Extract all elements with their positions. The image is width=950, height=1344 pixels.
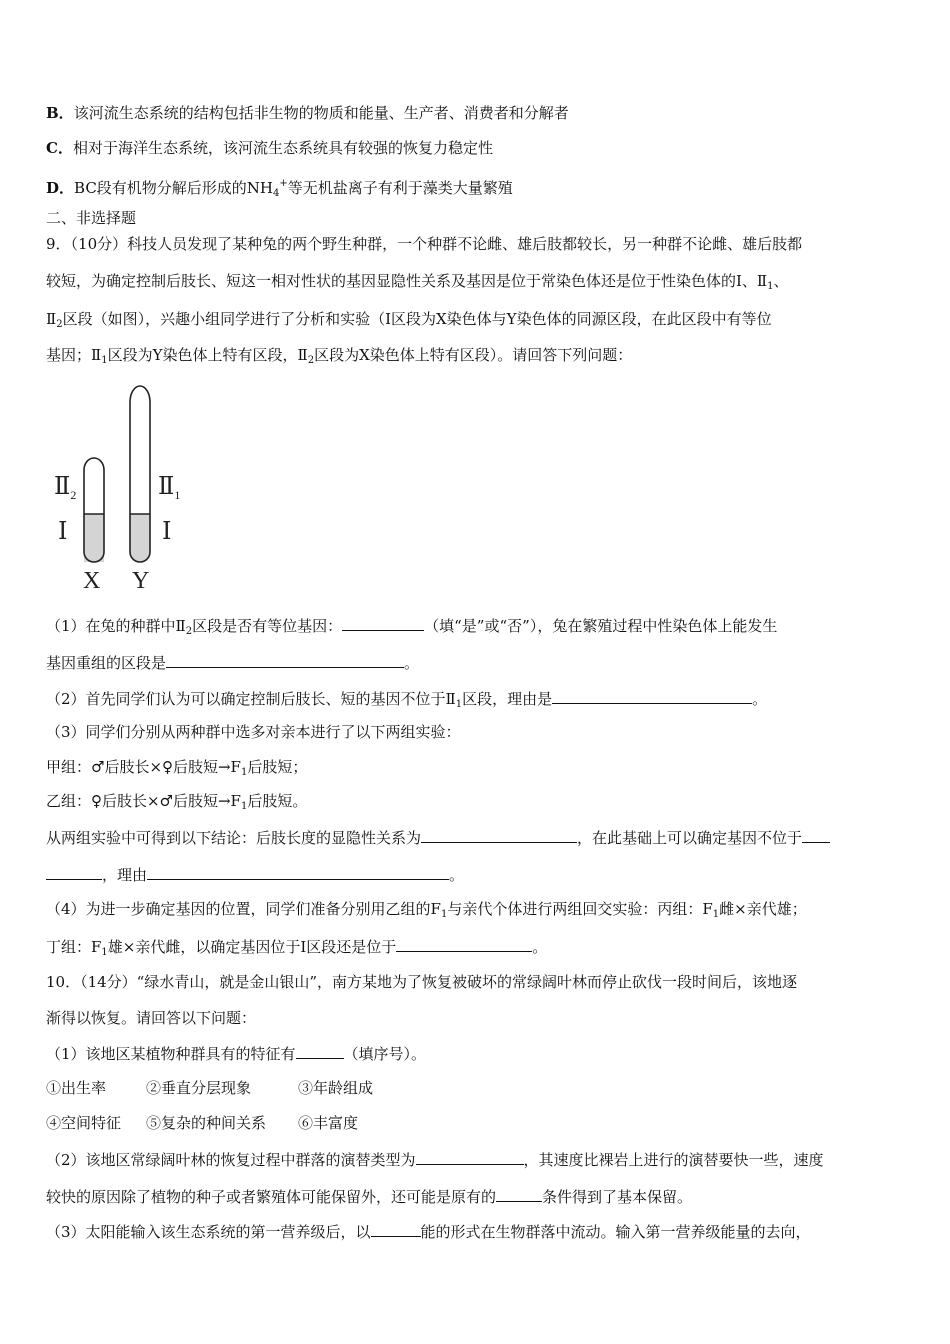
q9-line-4b: 区段为Y染色体上特有区段，Ⅱ: [107, 346, 308, 364]
q10-part-3: [46, 1221, 811, 1242]
q9-p1d: 基因重组的区段是: [46, 654, 167, 672]
q9-conc-d: 。: [449, 866, 465, 884]
option-d-text-2: 等无机盐离子有利于藻类大量繁殖: [287, 179, 513, 197]
label-y: Y: [132, 568, 150, 594]
q9-line-4c: 区段为X染色体上特有区段）。请回答下列问题：: [314, 346, 633, 364]
q9-p1-sub: 2: [185, 626, 193, 637]
group-yi-text: 乙组：♀后肢长×♂后肢短→F: [46, 792, 241, 810]
group-jia-end: 后肢短；: [247, 758, 308, 776]
option-b-label: B．: [46, 104, 74, 122]
answer-blank-recombination[interactable]: [166, 652, 404, 668]
q9-p1b: 区段是否有等位基因：: [192, 617, 343, 635]
q9-line-4: [46, 345, 632, 371]
option-b: [46, 103, 569, 123]
q9-conclusion: [46, 827, 830, 848]
q10-p2d: 条件得到了基本保留。: [542, 1188, 693, 1206]
q9-p2c: 。: [752, 690, 768, 708]
q9-line-4a: 基因；Ⅱ: [46, 346, 102, 364]
q10-opt-1: ①出生率: [46, 1079, 107, 1097]
q9-p4d: 丁组：F: [46, 938, 102, 956]
q10-p2a: （2）该地区常绿阔叶林的恢复过程中群落的演替类型为: [46, 1151, 416, 1169]
answer-blank-dominance[interactable]: [421, 827, 577, 843]
answer-blank-allele[interactable]: [342, 615, 424, 631]
option-d-label: D．: [46, 179, 75, 197]
q9-p1c: （填“是”或“否”），兔在繁殖过程中性染色体上能发生: [424, 617, 778, 635]
answer-blank-location-b[interactable]: [46, 864, 102, 880]
q9-part-1-cont: [46, 652, 419, 673]
label-x: X: [83, 568, 101, 594]
answer-blank-segment[interactable]: [396, 936, 532, 952]
group-yi: [46, 791, 307, 817]
group-jia-sub: 1: [240, 767, 248, 778]
option-c-label: C．: [46, 139, 73, 157]
q9-line-3b: 区段（如图），兴趣小组同学进行了分析和实验（Ⅰ区段为X染色体与Y染色体的同源区段，在此区段中有等位: [62, 310, 772, 328]
q9-p2-sub: 1: [455, 699, 463, 710]
q9-conc-c: ，理由: [102, 866, 148, 884]
answer-blank-conclusion-reason[interactable]: [147, 864, 449, 880]
q9-p4f: 。: [532, 938, 548, 956]
label-ii1-text: Ⅱ: [158, 474, 175, 500]
option-c: [46, 138, 493, 158]
option-d-superscript: +: [279, 178, 288, 189]
group-yi-end: 后肢短。: [247, 792, 308, 810]
q10-p2c: 较快的原因除了植物的种子或者繁殖体可能保留外，还可能是原有的: [46, 1188, 497, 1206]
q9-p2b: 区段，理由是: [462, 690, 553, 708]
q10-p3b: 能的形式在生物群落中流动。输入第一营养级能量的去向，: [420, 1223, 811, 1241]
q10-p1a: （1）该地区某植物种群具有的特征有: [46, 1045, 296, 1063]
label-ii2: [54, 472, 76, 503]
q9-p2a: （2）首先同学们认为可以确定控制后肢长、短的基因不位于Ⅱ: [46, 690, 456, 708]
answer-blank-population-traits[interactable]: [296, 1043, 344, 1059]
option-d-text-1: BC段有机物分解后形成的NH: [74, 179, 274, 197]
q9-p4-sub1: 1: [440, 909, 448, 920]
q9-p1a: （1）在兔的种群中Ⅱ: [46, 617, 186, 635]
q10-line-1: 10．（14分）“绿水青山，就是金山银山”，南方某地为了恢复被破坏的常绿阔叶林而停止砍伐一段时间后，该地逐: [46, 973, 798, 991]
q9-line-1: 9．（10分）科技人员发现了某种兔的两个野生种群，一个种群不论雌、雄后肢都较长，另一种群不论雌、雄后肢都: [46, 235, 803, 253]
q9-conclusion-cont: [46, 864, 464, 885]
q10-p3a: （3）太阳能输入该生态系统的第一营养级后，以: [46, 1223, 371, 1241]
option-d-subscript: 4: [273, 188, 280, 199]
q10-opt-5: ⑤复杂的种间关系: [146, 1114, 267, 1132]
q9-line-3: [46, 309, 772, 335]
q9-part-4-cont: [46, 936, 547, 963]
group-jia-text: 甲组：♂后肢长×♀后肢短→F: [46, 758, 241, 776]
q10-opt-6: ⑥丰富度: [298, 1114, 359, 1132]
option-d: [46, 174, 513, 204]
q10-opt-4: ④空间特征: [46, 1114, 122, 1132]
chromosome-diagram: [40, 380, 200, 600]
option-c-text: 相对于海洋生态系统，该河流生态系统具有较强的恢复力稳定性: [72, 139, 493, 157]
label-i-left: Ⅰ: [58, 519, 68, 545]
answer-blank-soil-condition[interactable]: [496, 1186, 542, 1202]
answer-blank-energy-form[interactable]: [371, 1221, 421, 1237]
option-b-text: 该河流生态系统的结构包括非生物的物质和能量、生产者、消费者和分解者: [73, 104, 569, 122]
label-ii1-sub: 1: [174, 488, 181, 502]
answer-blank-succession-type[interactable]: [416, 1149, 524, 1165]
q9-part-1: [46, 615, 777, 642]
q9-conc-a: 从两组实验中可得到以下结论：后肢长度的显隐性关系为: [46, 829, 422, 847]
q10-p2b: ，其速度比裸岩上进行的演替要快一些，速度: [523, 1151, 824, 1169]
q10-part-2-cont: [46, 1186, 692, 1207]
q10-opt-2: ②垂直分层现象: [146, 1079, 252, 1097]
q9-p4e: 雄×亲代雌，以确定基因位于Ⅰ区段还是位于: [107, 938, 397, 956]
q9-line-2b: 、: [773, 272, 789, 290]
q10-options-row-1: [46, 1078, 373, 1098]
q10-line-2: 渐得以恢复。请回答以下问题：: [46, 1009, 257, 1027]
q9-part-3: （3）同学们分别从两种群中选多对亲本进行了以下两组实验：: [46, 723, 461, 741]
label-ii2-text: Ⅱ: [54, 474, 71, 500]
q9-line-4-sub1: 1: [101, 355, 108, 366]
q9-p4a: （4）为进一步确定基因的位置，同学们准备分别用乙组的F: [46, 900, 441, 918]
q9-line-2a: 较短，为确定控制后肢长、短这一相对性状的基因显隐性关系及基因是位于常染色体还是位于性染色体的Ⅰ、Ⅱ: [46, 272, 768, 290]
label-ii1: [158, 472, 180, 503]
q9-line-2-sub: 1: [767, 281, 774, 292]
label-i-right: Ⅰ: [162, 519, 172, 545]
q9-part-2: [46, 688, 767, 715]
q9-line-2: [46, 271, 789, 297]
label-ii2-sub: 2: [70, 488, 77, 502]
q9-p4c: 雌×亲代雄；: [719, 900, 807, 918]
answer-blank-location-a[interactable]: [802, 827, 830, 843]
q10-opt-3: ③年龄组成: [298, 1079, 374, 1097]
group-yi-sub: 1: [240, 801, 248, 812]
q10-part-1: [46, 1043, 426, 1064]
q9-p1e: 。: [404, 654, 420, 672]
q9-p4-sub2: 1: [712, 909, 720, 920]
y-chromosome-lower-fill: [130, 514, 150, 562]
answer-blank-reason[interactable]: [552, 688, 752, 704]
q9-p4b: 与亲代个体进行两组回交实验：丙组：F: [447, 900, 713, 918]
q10-options-row-2: [46, 1113, 358, 1133]
x-chromosome-lower-fill: [84, 514, 104, 562]
q9-line-3-sub: 2: [56, 319, 63, 330]
q9-part-4: [46, 899, 807, 925]
q9-p4-sub3: 1: [101, 947, 108, 958]
q10-part-2: [46, 1149, 824, 1170]
q10-p1b: （填序号）。: [343, 1045, 427, 1063]
q9-conc-b: ，在此基础上可以确定基因不位于: [577, 829, 803, 847]
section-title: 二、非选择题: [46, 209, 137, 227]
q9-line-4-sub2: 2: [307, 355, 315, 366]
group-jia: [46, 757, 307, 783]
q9-line-3a: Ⅱ: [46, 310, 57, 328]
